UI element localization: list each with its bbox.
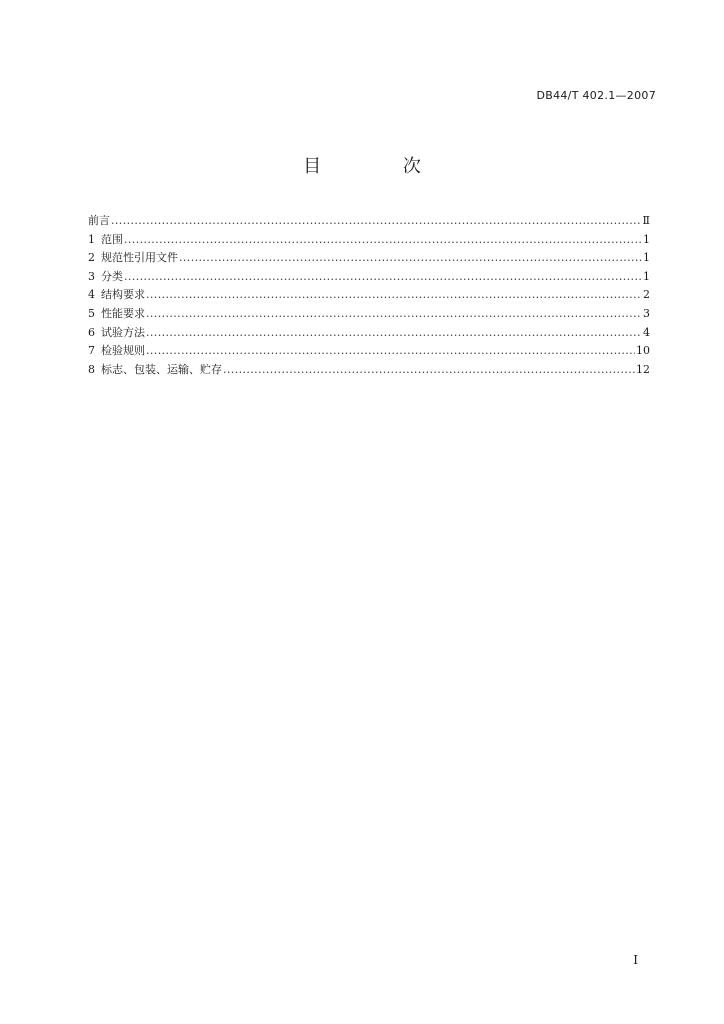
toc-entry-number: 5 (88, 306, 95, 320)
toc-entry-page: Ⅱ (642, 214, 650, 227)
toc-entry-normative-references[interactable] (88, 249, 650, 268)
toc-entry-number: 7 (88, 344, 95, 358)
toc-dot-leader (146, 286, 642, 305)
toc-entry-page: 1 (643, 269, 650, 283)
toc-title: 目 次 (303, 156, 459, 177)
toc-dot-leader (124, 231, 642, 250)
toc-entry-classification[interactable] (88, 268, 650, 287)
toc-entry-label: 性能要求 (101, 306, 145, 320)
toc-entry-marking-packaging[interactable] (88, 361, 650, 380)
toc-dot-leader (124, 268, 642, 287)
toc-entry-label: 前言 (88, 214, 110, 227)
toc-entry-label: 检验规则 (101, 344, 145, 358)
toc-dot-leader (146, 305, 642, 324)
toc-entry-number: 8 (88, 362, 95, 376)
toc-entry-page: 2 (643, 288, 650, 302)
toc-entry-label: 标志、包装、运输、贮存 (101, 362, 222, 376)
toc-entry-label: 范围 (101, 232, 123, 246)
toc-entry-test-methods[interactable] (88, 324, 650, 343)
toc-entry-foreword[interactable] (88, 212, 650, 231)
toc-entry-number: 4 (88, 288, 95, 302)
toc-entry-page: 1 (643, 251, 650, 265)
toc-dot-leader (223, 361, 635, 380)
toc-entry-scope[interactable] (88, 231, 650, 250)
toc-entry-page: 3 (643, 306, 650, 320)
table-of-contents (88, 212, 650, 379)
toc-entry-inspection-rules[interactable] (88, 342, 650, 361)
toc-entry-number: 6 (88, 325, 95, 339)
toc-entry-number: 2 (88, 251, 95, 265)
toc-entry-page: 4 (643, 325, 650, 339)
toc-entry-label: 分类 (101, 269, 123, 283)
toc-entry-number: 1 (88, 232, 95, 246)
toc-entry-page: 12 (636, 362, 650, 376)
toc-dot-leader (111, 212, 642, 231)
toc-entry-page: 10 (636, 344, 650, 358)
toc-entry-label: 结构要求 (101, 288, 145, 302)
toc-dot-leader (146, 342, 635, 361)
toc-entry-page: 1 (643, 232, 650, 246)
toc-entry-performance-requirements[interactable] (88, 305, 650, 324)
page-number: I (633, 953, 638, 967)
toc-dot-leader (179, 249, 642, 268)
toc-entry-label: 试验方法 (101, 325, 145, 339)
toc-dot-leader (146, 324, 642, 343)
document-code: DB44/T 402.1—2007 (536, 89, 656, 102)
toc-entry-label: 规范性引用文件 (101, 251, 178, 265)
toc-entry-structural-requirements[interactable] (88, 286, 650, 305)
toc-entry-number: 3 (88, 269, 95, 283)
